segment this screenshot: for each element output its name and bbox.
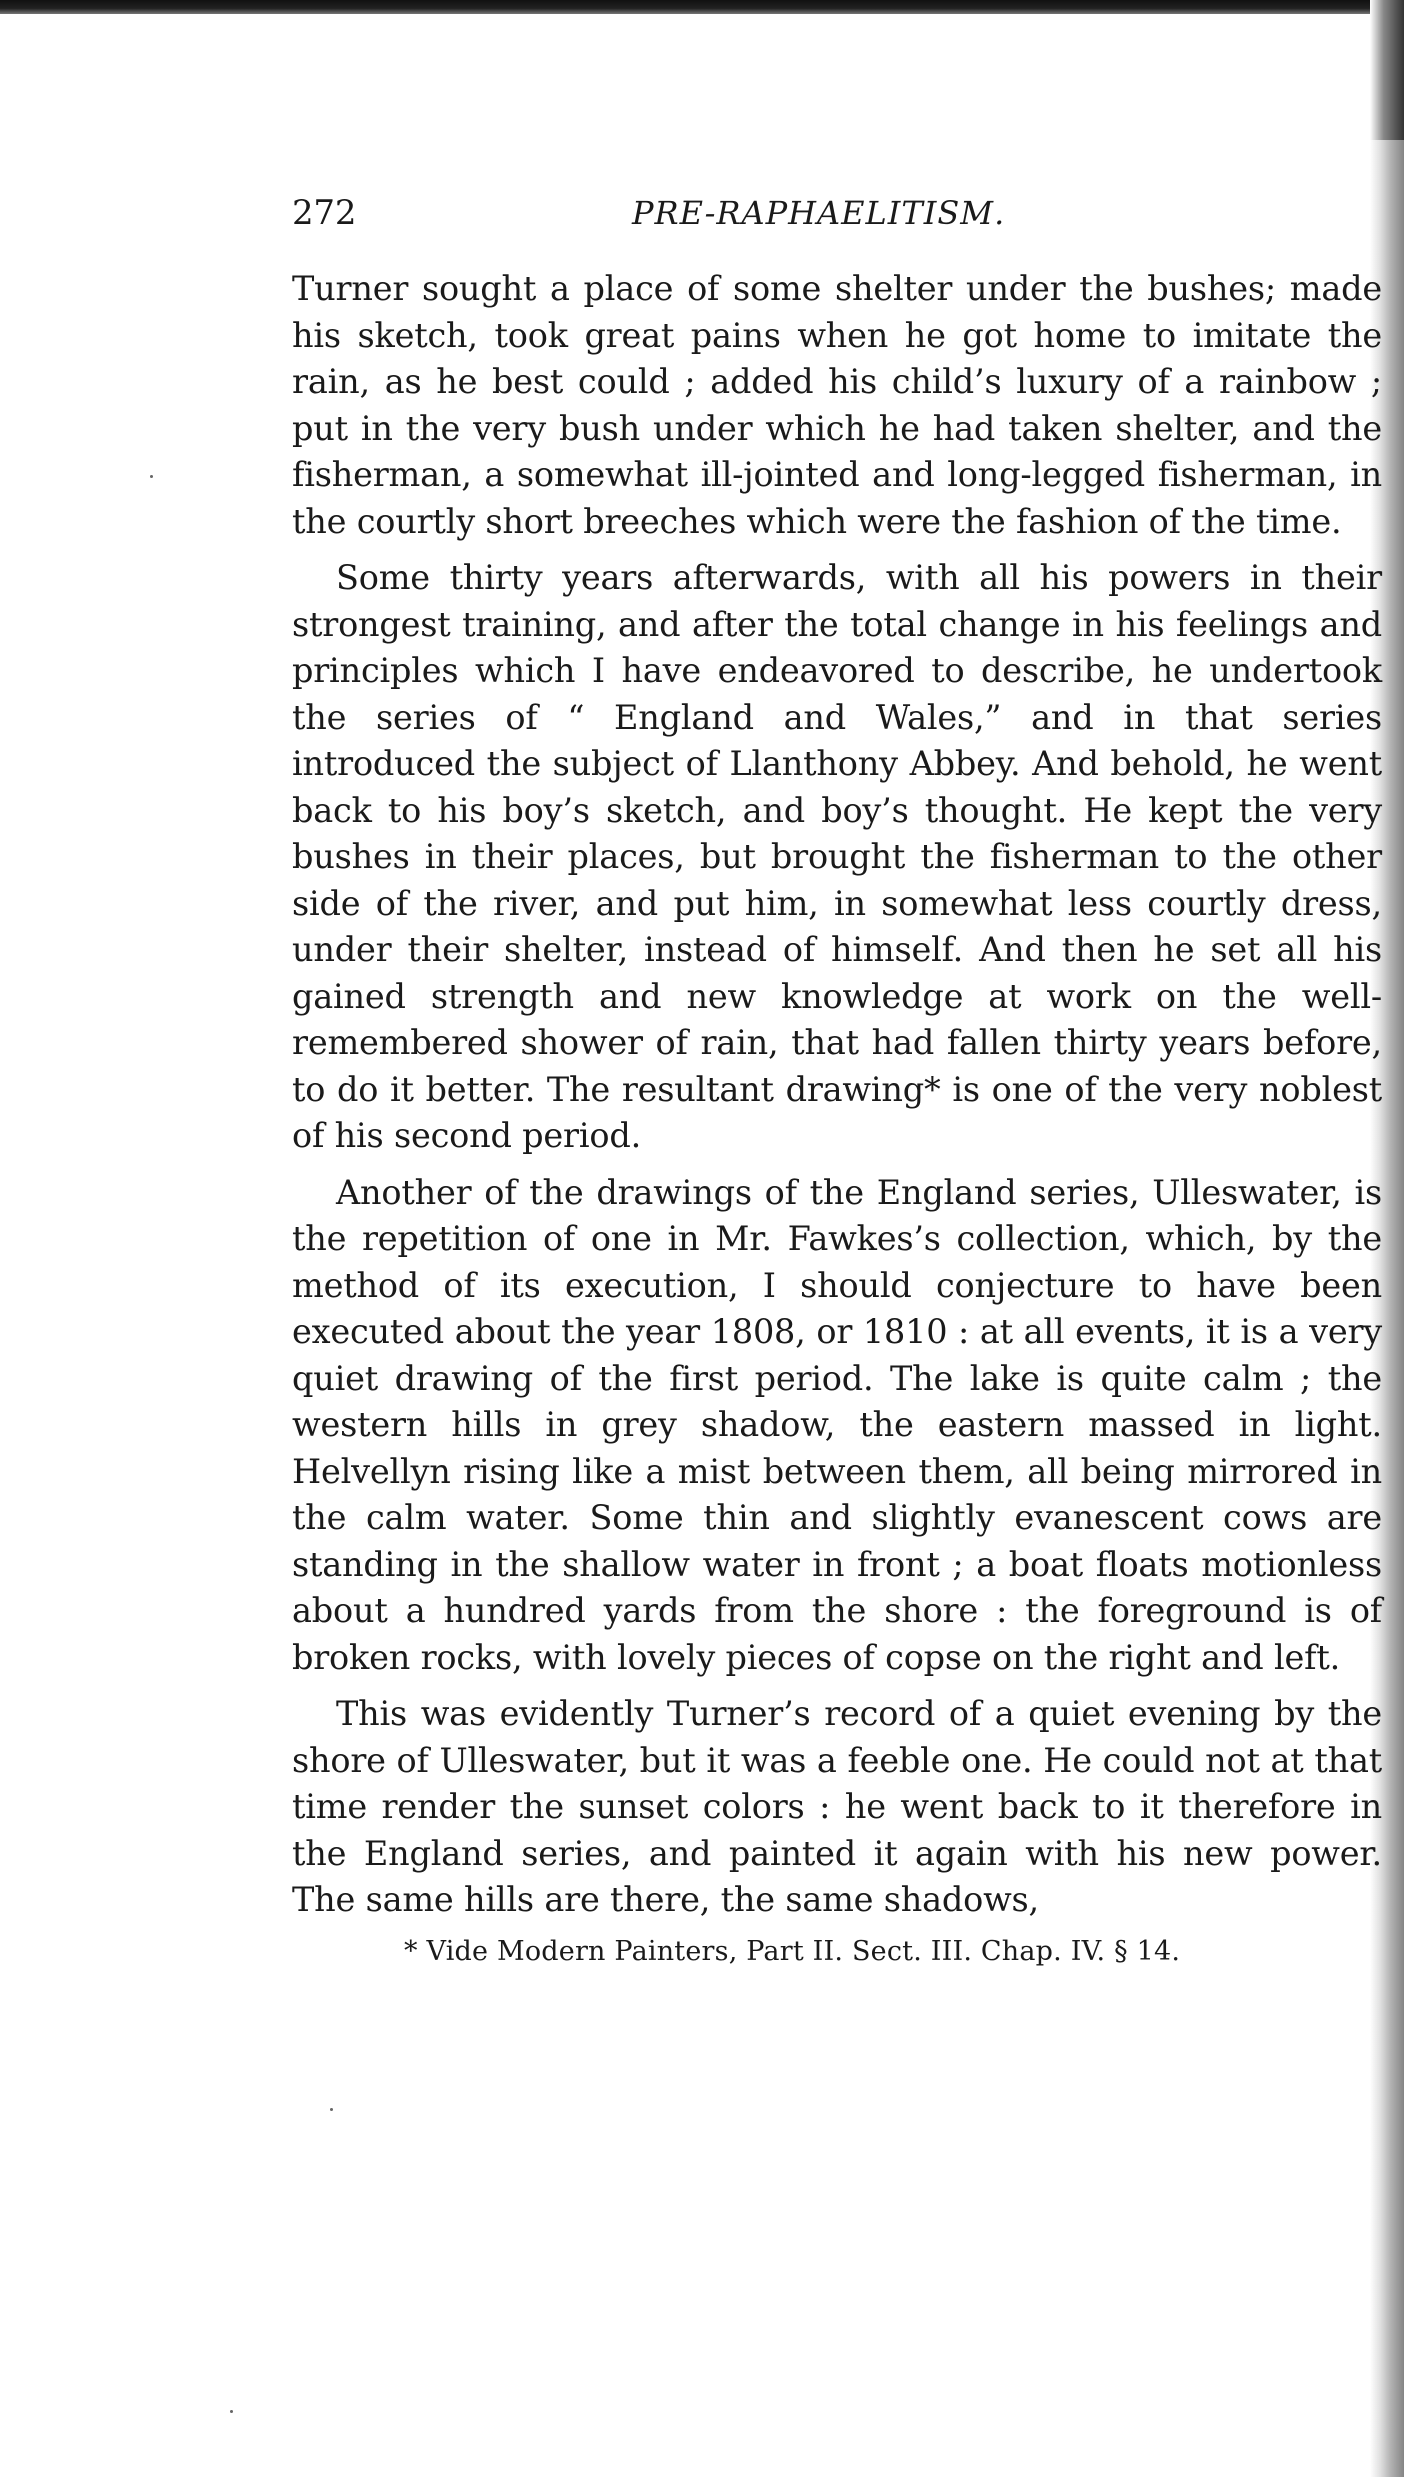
footnote: * Vide Modern Painters, Part II. Sect. III. Chap. IV. § 14.	[404, 1935, 1181, 1967]
paragraph-1: Turner sought a place of some shelter under the bushes; made his sketch, took great pains when he got home to imitate the rain, as he best could ; added his child’s luxury of a rainbow ; put in the very bush under which he had taken shelter, and the fisherman, a somewhat ill-jointed and long-legged fisherman, in the courtly short breeches which were the fashion of the time.	[292, 269, 1382, 541]
page-number: 272	[292, 193, 357, 233]
page-binding-edge-dark	[1370, 0, 1404, 140]
scan-speck	[330, 2108, 333, 2111]
paragraph-2: Some thirty years afterwards, with all his powers in their strongest training, and after the total change in his feelings and principles which I have endeavored to describe, he undertook the series of “ England and Wales,” and in that series introduced the subject of Llanthony Abbey. And behold, he went back to his boy’s sketch, and boy’s thought. He kept the very bushes in their places, but brought the fisherman to the other side of the river, and put him, in somewhat less courtly dress, under their shelter, instead of himself. And then he set all his gained strength and new knowledge at work on the well-remembered shower of rain, that had fallen thirty years before, to do it better. The resultant drawing* is one of the very noblest of his second period.	[292, 558, 1382, 1155]
running-head	[292, 190, 1382, 236]
scan-speck	[230, 2410, 233, 2413]
page-top-shadow	[0, 0, 1404, 14]
paragraph-4: This was evidently Turner’s record of a quiet evening by the shore of Ulleswater, but it was a feeble one. He could not at that time render the sunset colors : he went back to it therefore in the England series, and painted it again with his new power. The same hills are there, the same shadows,	[292, 1694, 1382, 1919]
running-title: PRE-RAPHAELITISM.	[632, 194, 1006, 232]
scan-speck	[150, 475, 153, 478]
book-page	[292, 190, 1382, 1970]
paragraph-3: Another of the drawings of the England series, Ulleswater, is the repetition of one in Mr. Fawkes’s collection, which, by the method of its execution, I should conjecture to have been executed about the year 1808, or 1810 : at all events, it is a very quiet drawing of the first period. The lake is quite calm ; the western hills in grey shadow, the eastern massed in light. Helvellyn rising like a mist between them, all being mirrored in the calm water. Some thin and slightly evanescent cows are standing in the shallow water in front ; a boat floats motionless about a hundred yards from the shore : the foreground is of broken rocks, with lovely pieces of copse on the right and left.	[292, 1172, 1382, 1677]
